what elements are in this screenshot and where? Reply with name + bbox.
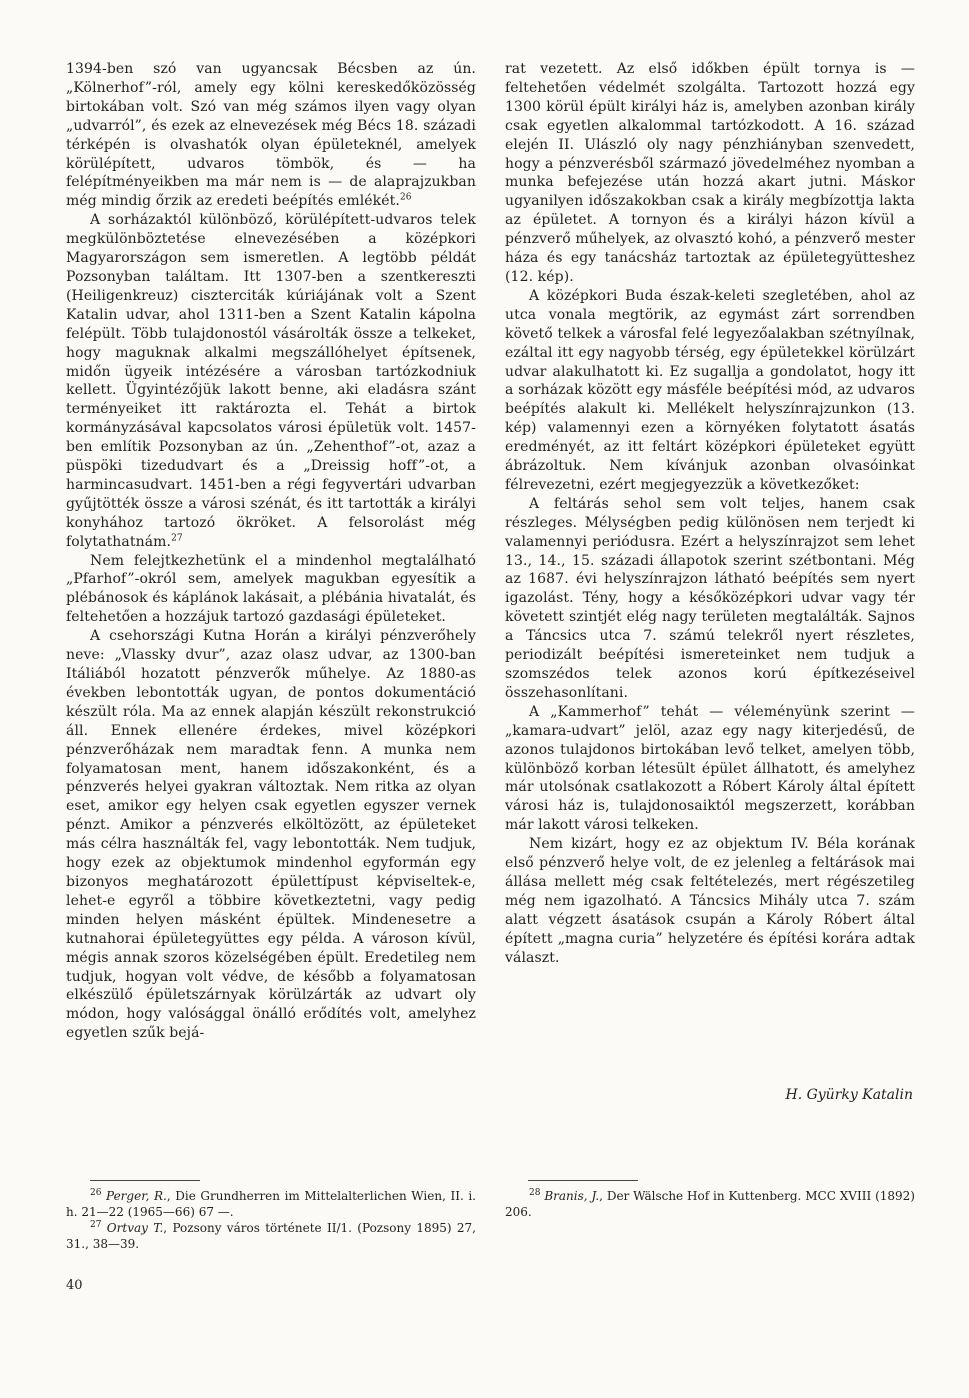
paragraph: A középkori Buda észak-keleti szegletében, ahol az utca vonala megtörik, az egymást zárt sorrendben követő telkek a városfal felé legyezőalakban szétnyílnak, ezáltal itt egy nagyobb térség, egy épületekkel körülzárt udvar alakulhatott ki. Ez sugallja a gondolatot, hogy itt a sorházak között egy másféle beépítési mód, az udvaros beépítés alakult ki. Mellékelt helyszínrajzunkon (13. kép) valamennyi ezen a környéken folytatott ásatás eredményét, az itt feltárt középkori épületeket együtt ábrázoltuk. Nem kívánjuk azonban olvasóinkat félrevezetni, ezért megjegyezzük a következőket: — [505, 287, 915, 493]
author-signature: H. Gyürky Katalin — [785, 1087, 913, 1103]
paragraph — [66, 60, 476, 211]
paragraph-text: A sorházaktól különböző, körülépített-udvaros telek megkülönböztetése elnevezésében a középkori Magyarországon sem ismeretlen. A legtöbb példát Pozsonyban találtam. Itt 1307-ben a szentkereszti (Heiligenkreuz) ciszterciták kúriájának volt a Szent Katalin udvar, ahol 1311-ben a Szent Katalin kápolna felépült. Több tulajdonostól vásárolták össze a telkeket, hogy maguknak alkalmi megszállóhelyet építsenek, midőn ügyeik intézésére a városban tartózkodniuk kellett. Ügyintézőjük lakott benne, aki eladásra szánt terményeiket itt raktározta el. Tehát a birtok kormányzásával kapcsolatos városi épületük volt. 1457-ben említik Pozsonyban az ún. „Zehenthof”-ot, azaz a püspöki tizedudvart és a „Dreissig hoff”-ot, a harmincasudvart. 1451-ben a régi fegyvertári udvarban gyűjtötték össze a városi szénát, és itt tartották a királyi konyhához tartozó ökröket. A felsorolást még folytathatnám. — [66, 212, 476, 550]
footnote-text: , Die Grundherren im Mittelalterlichen Wien, II. i. h. 21—22 (1965—66) 67 —. — [66, 1189, 476, 1219]
footnote-number: 27 — [90, 1220, 102, 1230]
footnote-divider — [528, 1180, 638, 1181]
paragraph: A „Kammerhof” tehát — véleményünk szerint — „kamara-udvart” jelöl, azaz egy nagy kiterjedésű, de azonos tulajdonos birtokában levő telket, amelyen több, különböző korban létesült épület állhatott, és amelyhez már utolsónak csatlakozott a Róbert Károly által épített városi ház is, tulajdonosaiktól megszerzett, korábban már lakott városi telkeken. — [505, 703, 915, 834]
footnote-text: , Pozsony város története II/1. (Pozsony 1895) 27, 31., 38—39. — [66, 1221, 476, 1251]
right-column — [505, 60, 915, 968]
paragraph: A csehországi Kutna Horán a királyi pénzverőhely neve: „Vlassky dvur”, azaz olasz udvar, az 1300-ban Itáliából hozatott pénzverők műhelye. Az 1880-as években lebontották ugyan, de pontos dokumentáció készült róla. Ma az ennek alapján készült rekonstrukció áll. Ennek ellenére érdekes, mivel középkori pénzverőházak nem maradtak fenn. A munka nem folyamatosan ment, hanem időszakonként, és a pénzverés helyei gyakran változtak. Nem ritka az olyan eset, amikor egy helyen csak egyetlen egyszer vernek pénzt. Amikor a pénzverés elköltözött, az épületeket más célra használták fel, vagy lebontották. Nem tudjuk, hogy ezek az objektumok mindenhol egyformán egy bizonyos meghatározott épülettípust képviseltek-e, lehet-e egyről a többire következtetni, vagy pedig minden helyen másként épültek. Mindenesetre a kutnahorai épületegyüttes egy példa. A városon kívül, mégis annak szoros közelségében épült. Eredetileg nem tudjuk, hogyan volt védve, de később a folyamatosan elkészülő épületszárnyak körülzárták az udvart oly módon, hogy valósággal önálló erődítés volt, amelyhez egyetlen szűk bejá- — [66, 628, 476, 1042]
left-column — [66, 60, 476, 1043]
footnote — [505, 1188, 915, 1220]
footnote-author: Branis, J. — [544, 1189, 600, 1203]
footnotes-right — [505, 1188, 915, 1220]
footnote — [66, 1220, 476, 1252]
paragraph: rat vezetett. Az első időkben épült tornya is — feltehetően védelmét szolgálta. Tartozott hozzá egy 1300 körül épült királyi ház is, amelyben azonban király csak egyetlen alkalommal tartózkodott. A 16. század elején II. Ulászló oly nagy pénzhiányban szenvedett, hogy a pénzverésből származó jövedelméhez nyomban a munka befejezése után hozzá akart jutni. Máskor ugyanilyen időszakokban csak a király megbízottja lakta az épületet. A tornyon és a királyi házon kívül a pénzverő műhelyek, az olvasztó kohó, a pénzverő mester háza és egy tanácsház tartoztak az épületegyütteshez (12. kép). — [505, 61, 915, 285]
page-number: 40 — [66, 1278, 83, 1293]
paragraph: A feltárás sehol sem volt teljes, hanem csak részleges. Mélységben pedig különösen nem terjedt ki valamennyi periódusra. Ezért a helyszínrajzot sem lehet 13., 14., 15. századi állapotok szerint szétbontani. Még az 1687. évi helyszínrajzon látható beépítés sem nyert igazolást. Tény, hogy a későközépkori udvar vagy tér követett szintjét elég nagy területen megtalálták. Sajnos a Táncsics utca 7. számú telekről nyert részletes, periodizált beépítési ismereteinket nem tudjuk a szomszédos telek azonos korú építkezéseivel összehasonlítani. — [505, 495, 915, 701]
paragraph — [66, 211, 476, 551]
footnotes-left — [66, 1188, 476, 1252]
footnote-ref: 27 — [171, 533, 183, 543]
footnote-ref: 26 — [399, 192, 412, 203]
footnote-number: 28 — [529, 1188, 541, 1198]
footnote — [66, 1188, 476, 1220]
footnote-number: 26 — [90, 1188, 102, 1198]
footnote-text: , Der Wälsche Hof in Kuttenberg. MCC XVIII (1892) 206. — [505, 1189, 915, 1219]
footnote-author: Ortvay T. — [106, 1221, 164, 1235]
footnote-author: Perger, R. — [106, 1189, 167, 1203]
paragraph: Nem felejtkezhetünk el a mindenhol megtalálható „Pfarhof”-okról sem, amelyek magukban egyesítik a plébánosok és káplánok lakásait, a plébánia hivatalát, és feltehetően a hozzájuk tartozó gazdasági épületeket. — [66, 552, 476, 626]
paragraph: Nem kizárt, hogy ez az objektum IV. Béla korának első pénzverő helye volt, de ez jelenleg a feltárások mai állása mellett még csak feltételezés, mert régészetileg még nem igazolható. A Táncsics Mihály utca 7. szám alatt végzett ásatások csupán a Károly Róbert által épített „magna curia” helyzetére és építési korára adtak választ. — [505, 836, 915, 966]
paragraph-text: 1394-ben szó van ugyancsak Bécsben az ún. „Kölnerhof”-ról, amely egy kölni kereskedőközösség birtokában volt. Szó van még számos ilyen vagy olyan „udvarról”, és ezek az elnevezések még Bécs 18. századi térképén is olvashatók olyan épületeknél, amelyek körülépített, udvaros tömbök, és — ha felépítményeikben ma már nem is — de alaprajzukban még mindig őrzik az eredeti beépítés emlékét. — [66, 61, 476, 210]
footnote-divider — [90, 1180, 200, 1181]
